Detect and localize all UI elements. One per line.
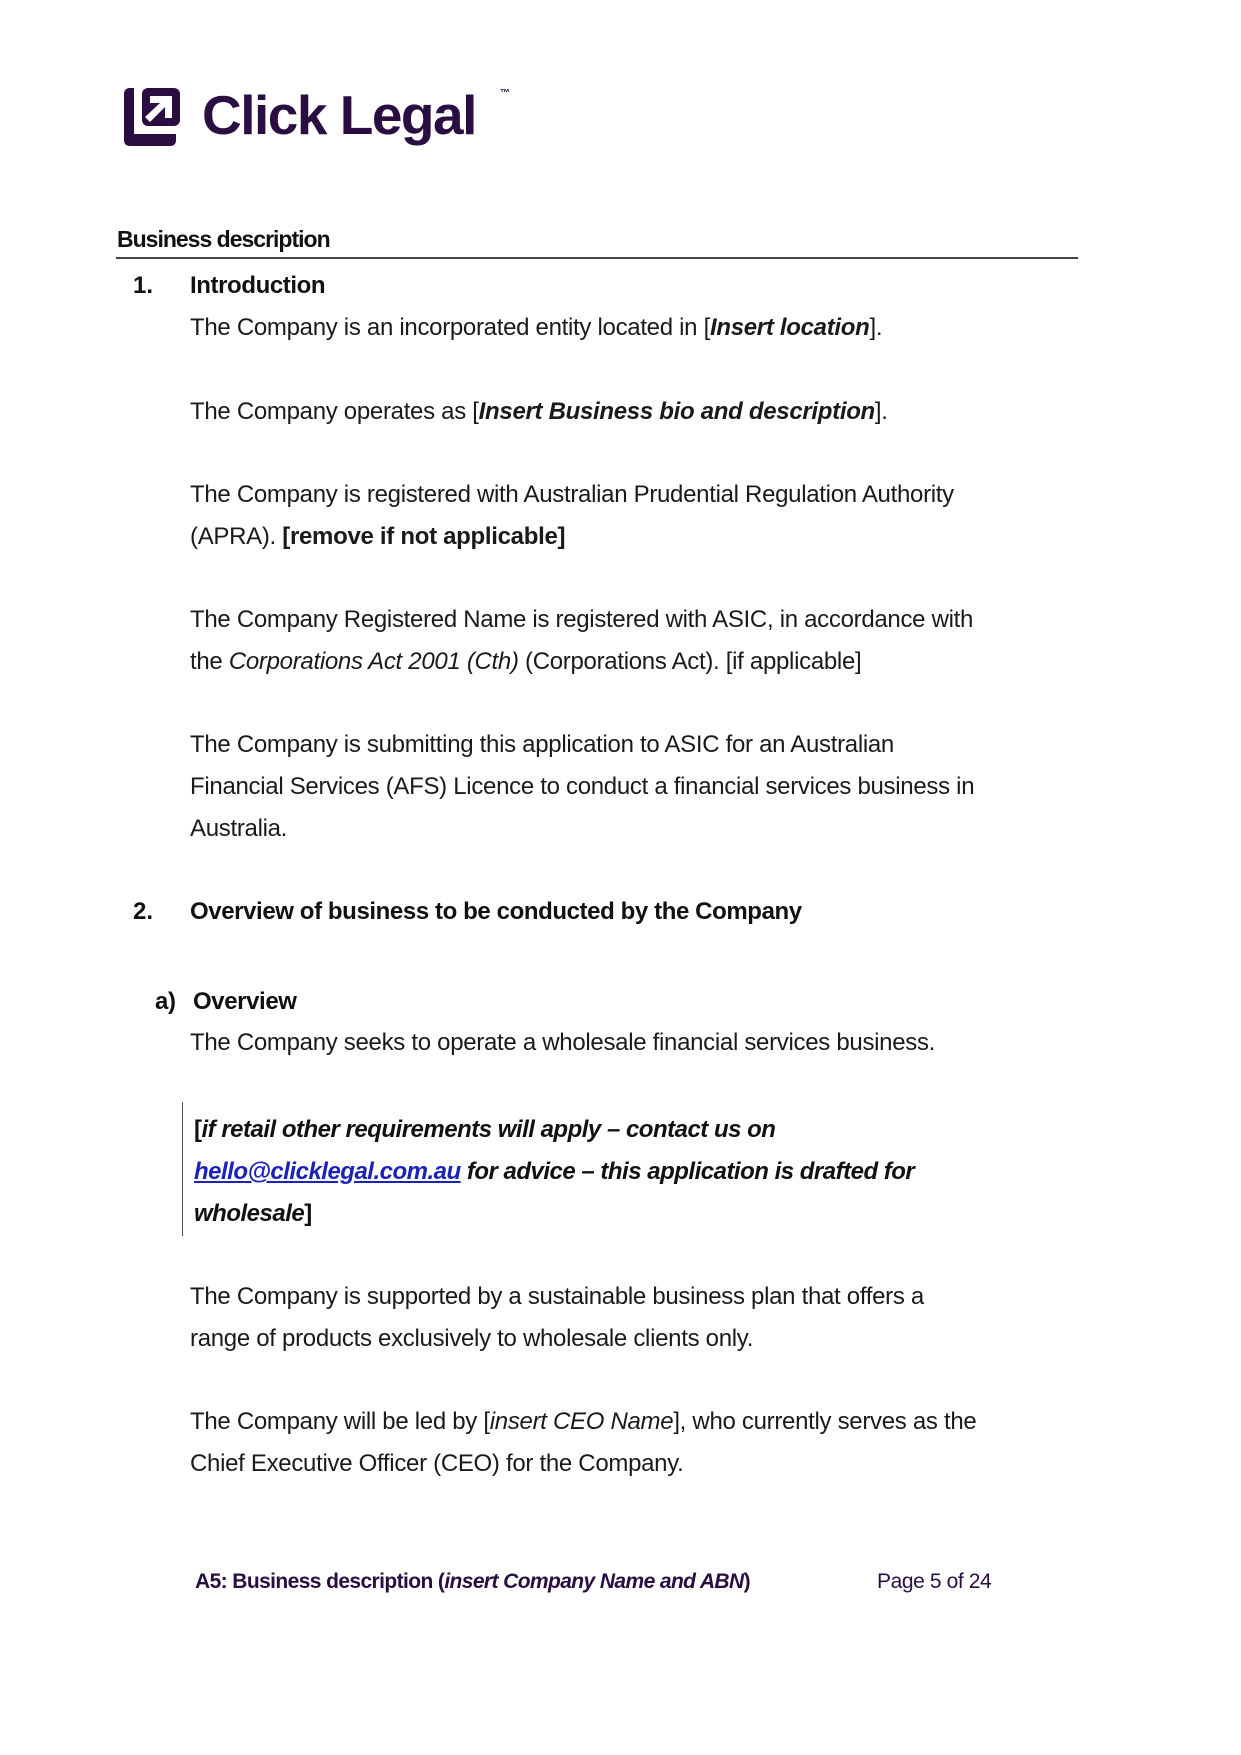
section-number: 1. [133,272,154,299]
text: The Company will be led by [ [190,1408,490,1435]
click-legal-arrow-icon [120,86,182,148]
paragraph-ceo-line-1 [190,1408,976,1436]
footer-document-title [195,1570,750,1594]
paragraph-business-plan-line-1: The Company is supported by a sustainable business plan that offers a [190,1283,924,1310]
text: for advice – this application is drafted for [460,1158,915,1185]
text: the [190,648,229,675]
text: wholesale [194,1200,305,1227]
bracket: [ [194,1116,202,1143]
note-line-3 [194,1200,312,1228]
subsection-heading-overview: Overview [193,988,297,1015]
paragraph-operates [190,398,888,426]
text: The Company operates as [ [190,398,479,425]
paragraph-ceo-line-2: Chief Executive Officer (CEO) for the Company. [190,1450,684,1477]
placeholder-location: Insert location [709,314,870,341]
doc-title: Business description ( [227,1570,445,1593]
doc-code: A5: [195,1570,228,1593]
placeholder-ceo-name: insert CEO Name [489,1408,674,1435]
text: ]. [874,398,888,425]
paragraph-apra-line-1: The Company is registered with Australian Prudential Regulation Authority [190,481,954,508]
section-heading-overview-of-business: Overview of business to be conducted by the Company [190,898,802,925]
paragraph-business-plan-line-2: range of products exclusively to wholesale clients only. [190,1325,754,1352]
note-line-2 [194,1158,914,1186]
section-divider [116,257,1078,259]
brand-name: Click Legal [202,84,476,146]
subsection-label: a) [155,988,176,1015]
paragraph-afs-line-2: Financial Services (AFS) Licence to conduct a financial services business in [190,773,975,800]
page-number: Page 5 of 24 [877,1570,992,1593]
trademark-symbol: ™ [500,88,510,99]
paragraph-afs-line-1: The Company is submitting this application to ASIC for an Australian [190,731,894,758]
text: The Company is an incorporated entity located in [ [190,314,710,341]
placeholder-business-bio: Insert Business bio and description [478,398,875,425]
paragraph-apra-line-2 [190,523,565,551]
paragraph-wholesale: The Company seeks to operate a wholesale financial services business. [190,1029,936,1056]
text: ]. [869,314,883,341]
text: ], who currently serves as the [673,1408,977,1435]
text: ) [743,1570,750,1593]
text: (APRA). [190,523,283,550]
note-line-1 [194,1116,775,1144]
placeholder-company-name: insert Company Name and ABN [444,1570,744,1593]
section-number: 2. [133,898,154,925]
paragraph-asic-line-2 [190,648,861,676]
click-legal-logo [120,86,510,152]
section-title: Business description [117,226,330,252]
section-heading-introduction: Introduction [190,272,326,299]
paragraph-location [190,314,882,342]
act-citation: Corporations Act 2001 (Cth) [228,648,519,675]
text: (Corporations Act). [if applicable] [518,648,862,675]
note-margin-bar [182,1102,183,1236]
paragraph-afs-line-3: Australia. [190,815,288,842]
email-link[interactable]: hello@clicklegal.com.au [194,1158,461,1185]
remove-note: [remove if not applicable] [282,523,566,550]
paragraph-asic-line-1: The Company Registered Name is registered with ASIC, in accordance with [190,606,974,633]
bracket: ] [304,1200,312,1227]
text: if retail other requirements will apply – contact us on [201,1116,776,1143]
